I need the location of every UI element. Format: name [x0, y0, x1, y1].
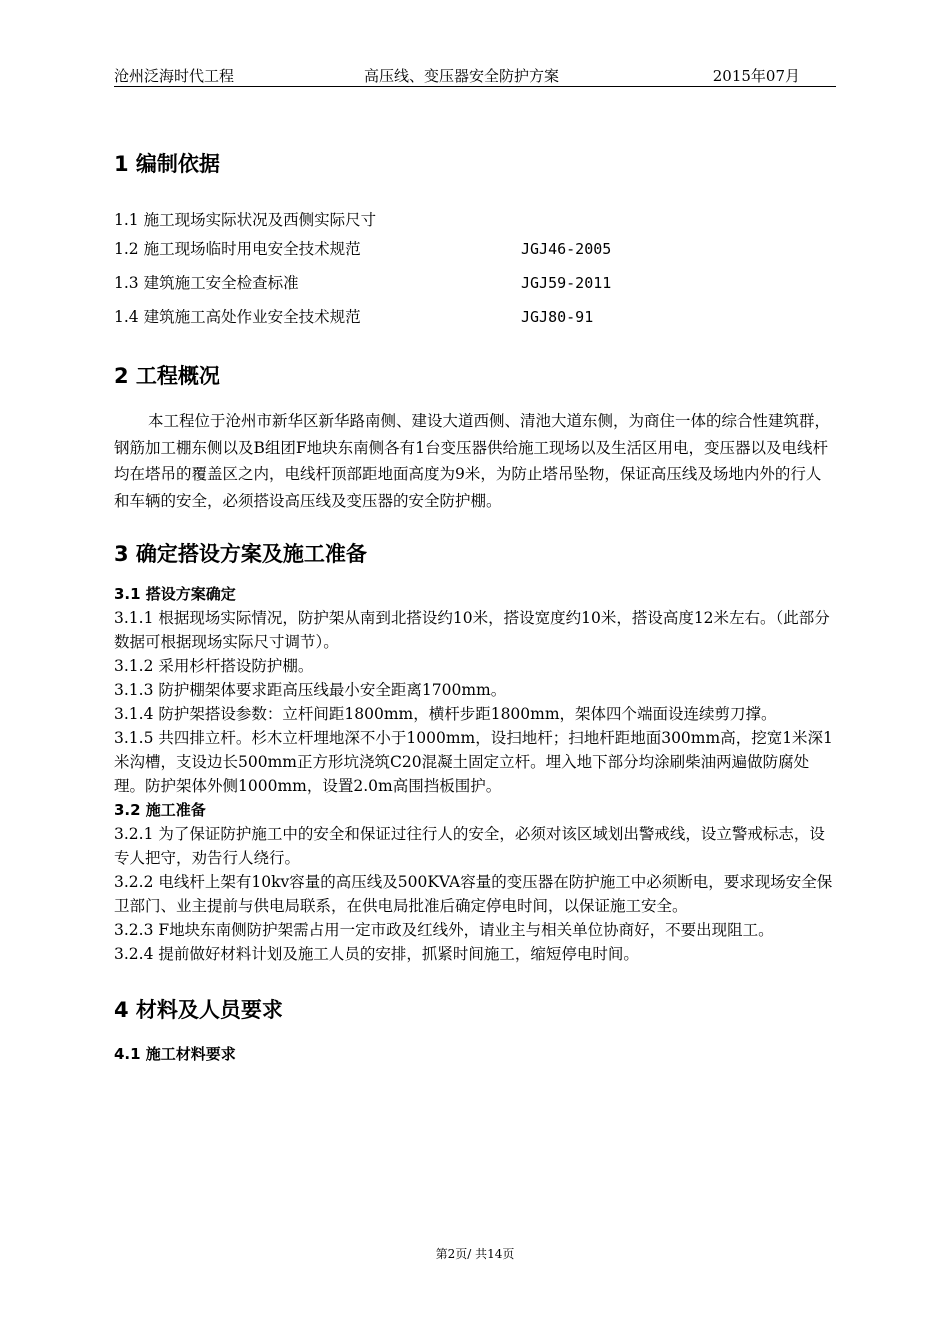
- item-3-2-2: 3.2.2 电线杆上架有10kv容量的高压线及500KVA容量的变压器在防护施工中必须断电，要求现场安全保卫部门、业主提前与供电局联系，在供电局批准后确定停电时间，以保证施工安全。: [114, 873, 833, 915]
- item-3-1-4: 3.1.4 防护架搭设参数：立杆间距1800mm，横杆步距1800mm，架体四个端面设连续剪刀撑。: [114, 705, 777, 723]
- item-3-1-2: 3.1.2 采用杉杆搭设防护棚。: [114, 657, 314, 675]
- reference-item: [114, 232, 836, 266]
- section2-heading: 2 工程概况: [114, 364, 220, 388]
- page-header: [114, 62, 836, 87]
- reference-code: JGJ59-2011: [521, 274, 612, 292]
- item-3-1-1: 3.1.1 根据现场实际情况，防护架从南到北搭设约10米，搭设宽度约10米，搭设高度12米左右。（此部分数据可根据现场实际尺寸调节）。: [114, 609, 830, 651]
- subsection-3-1-heading: 3.1 搭设方案确定: [114, 585, 236, 603]
- section4-heading: 4 材料及人员要求: [114, 998, 283, 1022]
- document-body: [114, 150, 836, 1066]
- page-footer: 第2页/ 共14页: [435, 1247, 515, 1261]
- reference-code: JGJ80-91: [521, 308, 594, 326]
- item-3-1-3: 3.1.3 防护棚架体要求距高压线最小安全距离1700mm。: [114, 681, 507, 699]
- header-title: 高压线、变压器安全防护方案: [364, 67, 560, 85]
- item-3-2-3: 3.2.3 F地块东南侧防护架需占用一定市政及红线外，请业主与相关单位协商好，不要出现阻工。: [114, 921, 774, 939]
- reference-item: [114, 266, 836, 300]
- overview-paragraph: 本工程位于沧州市新华区新华路南侧、建设大道西侧、清池大道东侧，为商住一体的综合性建筑群，钢筋加工棚东侧以及B组团F地块东南侧各有1台变压器供给施工现场以及生活区用电，变压器以及电线杆均在塔吊的覆盖区之内，电线杆顶部距地面高度为9米，为防止塔吊坠物，保证高压线及场地内外的行人和车辆的安全，必须搭设高压线及变压器的安全防护棚。: [114, 412, 831, 510]
- header-date: 2015年07月: [712, 67, 800, 85]
- section3-heading: 3 确定搭设方案及施工准备: [114, 542, 367, 566]
- item-3-2-1: 3.2.1 为了保证防护施工中的安全和保证过往行人的安全，必须对该区域划出警戒线，设立警戒标志，设专人把守，劝告行人绕行。: [114, 825, 825, 867]
- reference-list: [114, 208, 836, 334]
- header-project: 沧州泛海时代工程: [114, 67, 235, 85]
- reference-text: 1.4 建筑施工高处作业安全技术规范: [114, 308, 361, 326]
- item-3-1-5: 3.1.5 共四排立杆。杉木立杆埋地深不小于1000mm，设扫地杆；扫地杆距地面300mm高，挖宽1米深1米沟槽，支设边长500mm正方形坑浇筑C20混凝土固定立杆。埋入地下部分均涂刷柴油两遍做防腐处理。防护架体外侧1000mm，设置2.0m高围挡板围护。: [114, 729, 833, 795]
- item-3-2-4: 3.2.4 提前做好材料计划及施工人员的安排，抓紧时间施工，缩短停电时间。: [114, 945, 639, 963]
- reference-text: 1.3 建筑施工安全检查标准: [114, 274, 299, 292]
- reference-item: [114, 208, 836, 232]
- subsection-3-2-heading: 3.2 施工准备: [114, 801, 206, 819]
- reference-item: [114, 300, 836, 334]
- subsection-4-1-heading: 4.1 施工材料要求: [114, 1045, 236, 1063]
- section1-heading: 1 编制依据: [114, 152, 220, 176]
- reference-text: 1.1 施工现场实际状况及西侧实际尺寸: [114, 211, 377, 229]
- reference-code: JGJ46-2005: [521, 240, 612, 258]
- reference-text: 1.2 施工现场临时用电安全技术规范: [114, 240, 361, 258]
